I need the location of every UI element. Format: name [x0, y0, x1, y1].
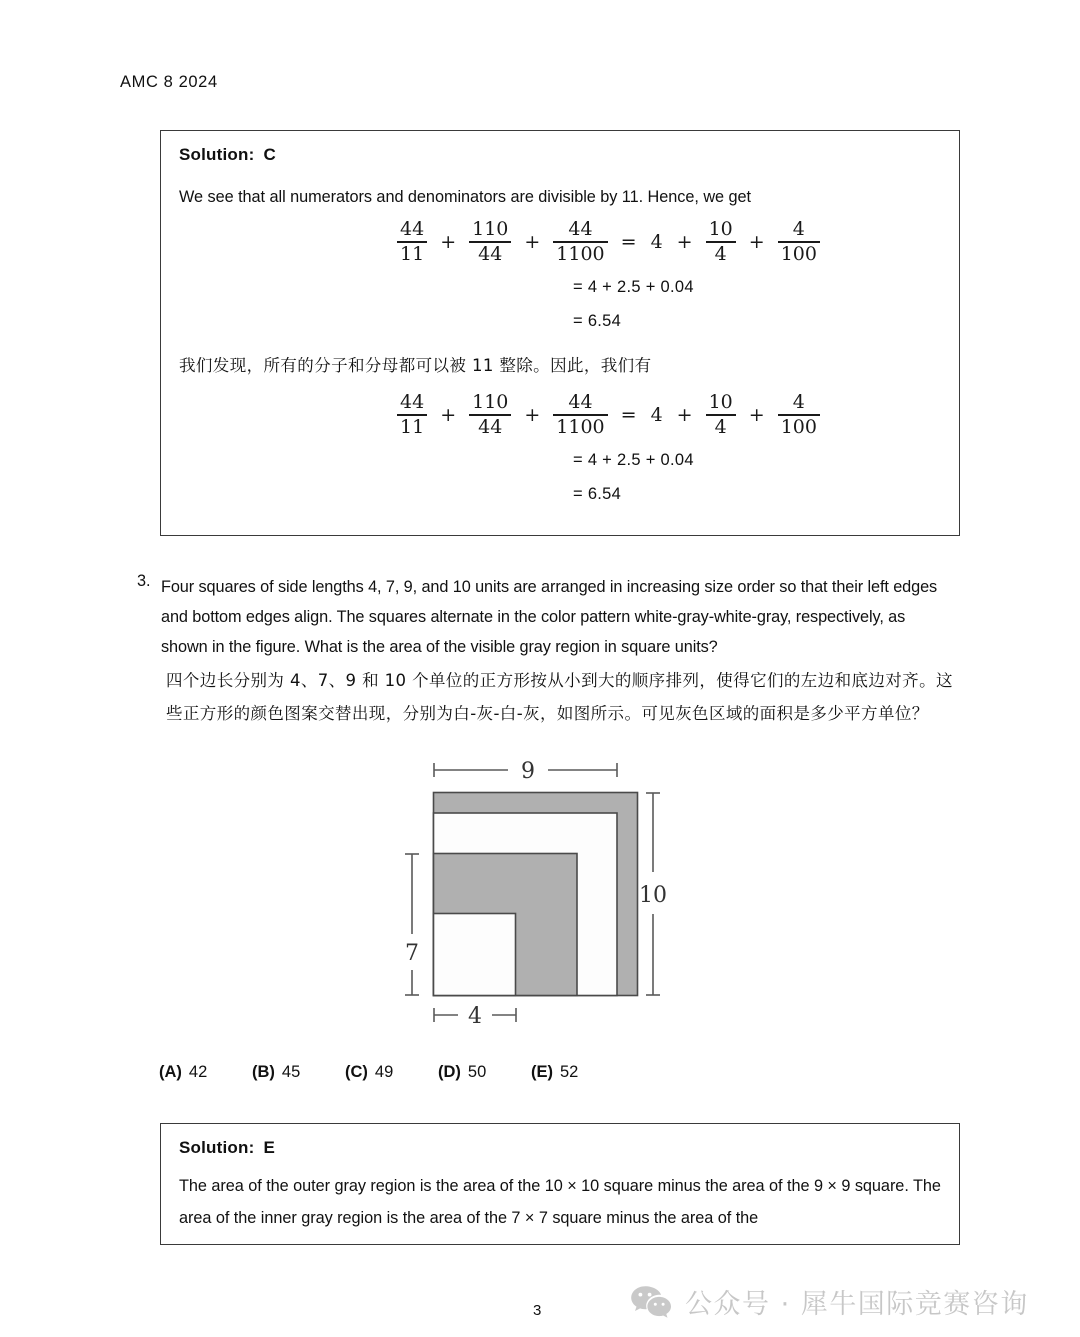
fraction-numerator: 4 — [792, 218, 805, 240]
plus-operator-4: + — [748, 230, 765, 253]
fraction-denominator: 1100 — [556, 242, 605, 265]
watermark-text: 公众号 · 犀牛国际竞赛咨询 — [685, 1289, 1029, 1320]
equation-line-3-chinese: = 6.54 — [573, 485, 622, 503]
answer-choice-d-value: 50 — [467, 1063, 487, 1081]
fraction-110-44 — [466, 219, 514, 265]
fraction-denominator: 11 — [400, 415, 425, 438]
plus-operator-1: + — [440, 230, 457, 253]
equals-operator: = — [620, 230, 637, 253]
fraction-numerator: 44 — [400, 218, 425, 240]
plus-operator-3: + — [676, 230, 693, 253]
answer-choice-b-label: (B) — [252, 1063, 275, 1081]
fraction-numerator: 110 — [472, 391, 509, 413]
solution-top-paragraph-zh: 我们发现，所有的分子和分母都可以被 11 整除。因此，我们有 — [179, 356, 652, 375]
answer-choice-a-label: (A) — [159, 1063, 182, 1081]
answer-choice-b[interactable] — [252, 1063, 345, 1082]
plus-operator-4: + — [748, 403, 765, 426]
square-4-white — [434, 914, 516, 996]
plus-operator-2: + — [524, 230, 541, 253]
whole-number-4: 4 — [650, 230, 663, 253]
fraction-4-100 — [775, 219, 823, 265]
dimension-label-bottom-4: 4 — [468, 1004, 482, 1029]
problem-number: 3. — [137, 572, 151, 590]
answer-choice-e[interactable] — [531, 1063, 624, 1082]
plus-operator-1: + — [440, 403, 457, 426]
page-number: 3 — [533, 1302, 542, 1319]
answer-choice-a[interactable] — [159, 1063, 252, 1082]
fraction-denominator: 1100 — [556, 415, 605, 438]
answer-choice-e-value: 52 — [560, 1063, 579, 1081]
answer-choice-b-value: 45 — [281, 1063, 301, 1081]
fraction-numerator: 44 — [400, 391, 425, 413]
answer-choice-c-label: (C) — [345, 1063, 368, 1081]
solution-top-title-label: Solution: — [179, 145, 255, 164]
fraction-numerator: 10 — [708, 391, 733, 413]
running-head: AMC 8 2024 — [120, 73, 218, 91]
answer-choices — [159, 1063, 624, 1082]
fraction-numerator: 44 — [568, 391, 593, 413]
equation-line-2-english: = 4 + 2.5 + 0.04 — [573, 278, 694, 296]
whole-number-4: 4 — [650, 403, 663, 426]
problem-text-chinese: 四个边长分别为 4、7、9 和 10 个单位的正方形按从小到大的顺序排列，使得它们的左边和底边对齐。这些正方形的颜色图案交替出现，分别为白-灰-白-灰，如图所示。可见灰色区域的面积是多少平方单位？ — [166, 671, 953, 723]
dimension-label-top-9: 9 — [521, 759, 535, 784]
solution-bottom-answer: E — [263, 1138, 275, 1157]
fraction-denominator: 100 — [780, 415, 817, 438]
fraction-denominator: 4 — [714, 415, 727, 438]
fraction-numerator: 110 — [472, 218, 509, 240]
plus-operator-2: + — [524, 403, 541, 426]
equation-main-english — [394, 219, 823, 265]
fraction-denominator: 100 — [780, 242, 817, 265]
wechat-icon — [630, 1285, 672, 1319]
solution-top-paragraph-en: We see that all numerators and denominators are divisible by 11. Hence, we get — [179, 188, 751, 206]
fraction-denominator: 44 — [478, 242, 503, 265]
answer-choice-c[interactable] — [345, 1063, 438, 1082]
watermark — [630, 1282, 1029, 1321]
fraction-10-4 — [703, 392, 739, 438]
fraction-numerator: 44 — [568, 218, 593, 240]
fraction-44-11 — [394, 392, 430, 438]
dimension-left-7-ticks — [405, 854, 419, 995]
problem-figure-nested-squares — [390, 752, 690, 1044]
solution-bottom-title-label: Solution: — [179, 1138, 255, 1157]
answer-choice-e-label: (E) — [531, 1063, 553, 1081]
solution-bottom-title — [179, 1138, 275, 1158]
fraction-110-44 — [466, 392, 514, 438]
answer-choice-c-value: 49 — [374, 1063, 394, 1081]
fraction-denominator: 4 — [714, 242, 727, 265]
dimension-label-left-7: 7 — [405, 941, 419, 966]
fraction-denominator: 44 — [478, 415, 503, 438]
plus-operator-3: + — [676, 403, 693, 426]
fraction-numerator: 4 — [792, 391, 805, 413]
equation-line-2-chinese: = 4 + 2.5 + 0.04 — [573, 451, 694, 469]
fraction-44-11 — [394, 219, 430, 265]
solution-top-title — [179, 145, 276, 165]
answer-choice-a-value: 42 — [188, 1063, 208, 1081]
equation-line-3-english: = 6.54 — [573, 312, 622, 330]
equation-main-chinese — [394, 392, 823, 438]
solution-box-bottom — [160, 1123, 960, 1245]
fraction-44-1100 — [550, 219, 610, 265]
answer-choice-d-label: (D) — [438, 1063, 461, 1081]
dimension-label-right-10: 10 — [639, 883, 667, 908]
equals-operator: = — [620, 403, 637, 426]
fraction-10-4 — [703, 219, 739, 265]
fraction-44-1100 — [550, 392, 610, 438]
solution-bottom-paragraph-en: The area of the outer gray region is the area of the 10 × 10 square minus the area of the 9 × 9 square. The area of the inner gray region is the area of the 7 × 7 square minus the area of the — [179, 1177, 941, 1227]
solution-box-top — [160, 130, 960, 536]
answer-choice-d[interactable] — [438, 1063, 531, 1082]
problem-text-english: Four squares of side lengths 4, 7, 9, and 10 units are arranged in increasing size order so that their left edges and bottom edges align. The squares alternate in the color pattern white-gray-white-gray, respectively, as shown in the figure. What is the area of the visible gray region in square units? — [161, 578, 938, 656]
solution-top-answer: C — [263, 145, 276, 164]
fraction-numerator: 10 — [708, 218, 733, 240]
fraction-denominator: 11 — [400, 242, 425, 265]
fraction-4-100 — [775, 392, 823, 438]
